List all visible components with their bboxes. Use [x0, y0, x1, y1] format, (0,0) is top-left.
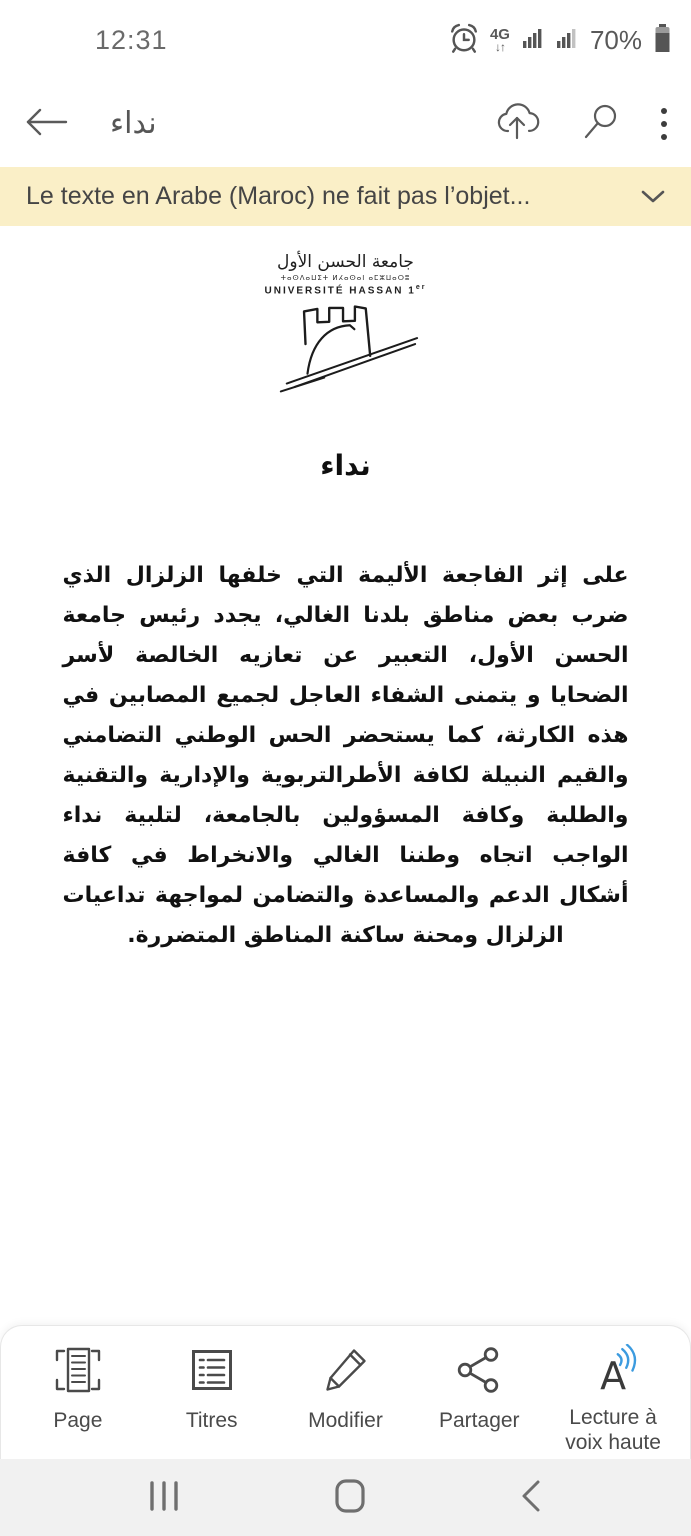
university-logo [0, 252, 691, 401]
toolbar-item-lecture[interactable]: A Lecture à voix haute [549, 1344, 677, 1455]
data-arrows-icon: ↓↑ [494, 40, 505, 54]
recents-button[interactable] [148, 1479, 180, 1516]
doc-body-paragraph: على إثر الفاجعة الأليمة التي خلفها الزلزال الذي ضرب بعض مناطق بلدنا الغالي، يجدد رئيس جامعة الحسن الأول، التعبير عن تعازيه الخالصة لأسر الضحايا و يتمنى الشفاء العاجل لجميع المصابين في هذه الكارثة، كما يستحضر الحس الوطني التضامني والقيم النبيلة لكافة الأطرالتربوية والإدارية والتقنية والطلبة وكافة المسؤولين بالجامعة، لتلبية نداء الواجب اتجاه وطننا الغالي والانخراط في كافة أشكال الدعم والمساعدة والتضامن لمواجهة تداعيات الزلزال ومحنة ساكنة المناطق المتضررة. [62, 563, 629, 949]
logo-tifinagh-text: ⵜⴰⵙⴷⴰⵡⵉⵜ ⵍⵃⴰⵙⴰⵏ ⴰⵎⵣⵡⴰⵔⵓ [280, 274, 411, 282]
network-indicator: 4G ↓↑ [489, 26, 510, 54]
chevron-down-icon[interactable] [641, 190, 665, 204]
headings-list-icon [186, 1344, 238, 1399]
clock-time: 12:31 [95, 24, 168, 55]
app-bar [0, 80, 691, 167]
battery-percent: 70% [589, 24, 642, 55]
back-chevron-icon [519, 1479, 543, 1516]
doc-heading: نداء [320, 449, 371, 483]
signal-bars-icon [522, 26, 546, 55]
toolbar-item-partager[interactable]: Partager [415, 1344, 543, 1433]
home-icon [334, 1478, 366, 1517]
toolbar-item-modifier[interactable]: Modifier [281, 1344, 409, 1433]
language-notice-banner[interactable] [0, 167, 691, 226]
alarm-icon [448, 22, 480, 59]
share-icon [453, 1344, 505, 1399]
back-arrow-icon [24, 106, 68, 141]
status-bar [0, 0, 691, 80]
document-page[interactable] [0, 226, 691, 1325]
battery-icon [652, 22, 673, 59]
toolbar-item-page[interactable]: Page [14, 1344, 142, 1433]
notice-text: Le texte en Arabe (Maroc) ne fait pas l’objet... [26, 182, 531, 210]
pencil-icon [319, 1344, 371, 1399]
document-title: نداء [110, 106, 157, 141]
page-fit-icon [51, 1344, 105, 1399]
overflow-menu-button[interactable] [661, 108, 667, 140]
overflow-menu-icon [661, 108, 667, 140]
signal-bars-sim2-icon [556, 26, 580, 55]
logo-tower-drawing [267, 296, 425, 401]
logo-arabic-text: جامعة الحسن الأول [277, 252, 414, 272]
cloud-upload-icon [493, 101, 541, 146]
search-button[interactable] [583, 103, 619, 144]
nav-bar [0, 1459, 691, 1536]
recents-icon [148, 1479, 180, 1516]
read-aloud-icon: A [582, 1344, 644, 1396]
home-button[interactable] [334, 1478, 366, 1517]
upload-button[interactable] [493, 101, 541, 146]
back-button[interactable] [24, 106, 68, 141]
logo-latin-text: UNIVERSITÉ HASSAN 1er [264, 284, 427, 297]
back-nav-button[interactable] [519, 1479, 543, 1516]
search-icon [583, 103, 619, 144]
bottom-toolbar [0, 1325, 691, 1459]
toolbar-item-titres[interactable]: Titres [148, 1344, 276, 1433]
